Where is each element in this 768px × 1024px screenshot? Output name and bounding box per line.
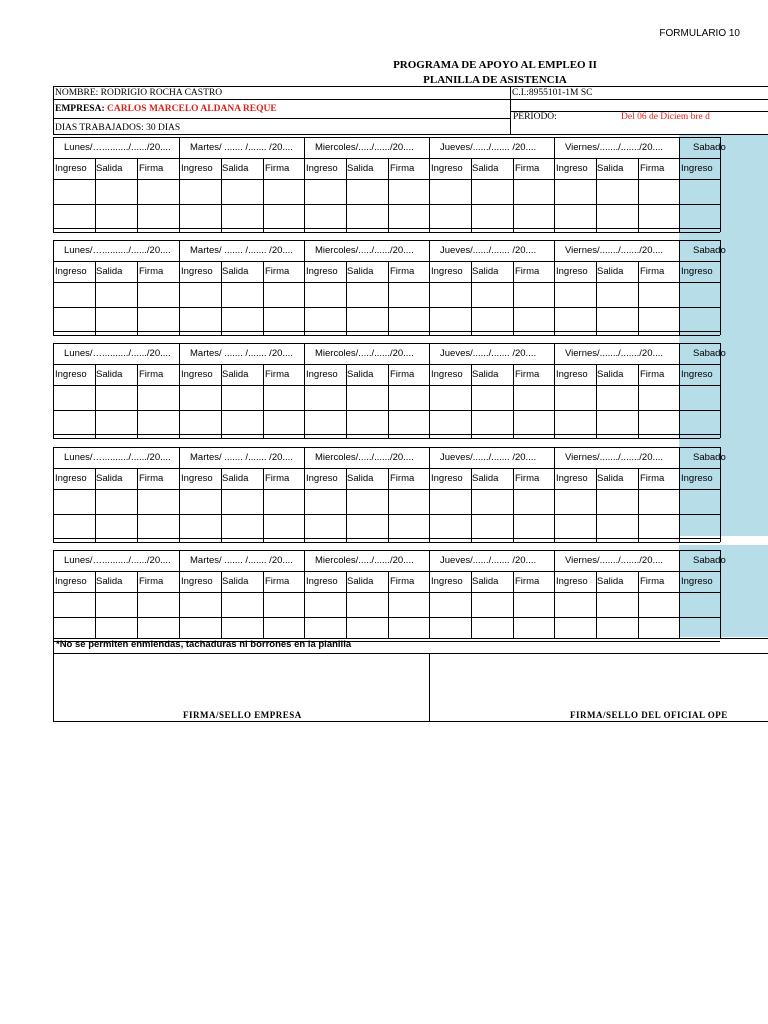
col-salida: Salida (222, 266, 249, 277)
day-label: Miercoles/...../....../20.... (315, 245, 414, 256)
day-label: Martes/ ....... /....... /20.... (190, 245, 293, 256)
no-corrections-note: *No se permiten enmiendas, tachaduras ni borrones en la planilla (56, 639, 352, 650)
column-border (263, 364, 264, 438)
header-left-border (53, 86, 54, 134)
col-salida: Salida (472, 369, 499, 380)
day-label: Jueves/....../....... /20.... (440, 245, 537, 256)
day-border (554, 240, 555, 335)
col-firma: Firma (515, 369, 540, 380)
col-ingreso: Ingreso (556, 473, 588, 484)
company-field (55, 104, 277, 114)
day-border (554, 447, 555, 542)
day-border (179, 447, 180, 542)
week-bottom-line (53, 542, 720, 543)
day-label: Viernes/......./......./20.... (565, 142, 664, 153)
column-border (638, 158, 639, 232)
column-header-line (53, 261, 720, 262)
column-border (513, 571, 514, 638)
column-border (638, 261, 639, 335)
col-firma: Firma (390, 163, 415, 174)
col-ingreso: Ingreso (306, 266, 338, 277)
col-salida: Salida (96, 576, 123, 587)
day-border (679, 343, 680, 438)
row-line (53, 331, 720, 332)
column-border (513, 158, 514, 232)
col-salida: Salida (347, 473, 374, 484)
day-label: Martes/ ....... /....... /20.... (190, 452, 293, 463)
col-firma: Firma (390, 576, 415, 587)
day-border (429, 343, 430, 438)
col-salida: Salida (222, 473, 249, 484)
col-salida: Salida (222, 163, 249, 174)
day-border (304, 137, 305, 232)
col-firma: Firma (640, 576, 665, 587)
column-border (137, 261, 138, 335)
col-ingreso: Ingreso (55, 163, 87, 174)
col-ingreso: Ingreso (431, 266, 463, 277)
header-divider (510, 86, 511, 134)
col-ingreso: Ingreso (681, 369, 713, 380)
column-header-line (53, 364, 720, 365)
col-salida: Salida (96, 473, 123, 484)
name-field (55, 88, 222, 98)
col-ingreso: Ingreso (181, 266, 213, 277)
row-line (53, 592, 720, 593)
day-label: Lunes/…........../....../20.... (64, 245, 171, 256)
day-border (53, 343, 54, 438)
day-border (53, 447, 54, 542)
col-salida: Salida (96, 163, 123, 174)
day-border (53, 137, 54, 232)
program-title: PROGRAMA DE APOYO AL EMPLEO II (393, 59, 597, 71)
name-label: NOMBRE: (55, 88, 99, 98)
col-salida: Salida (347, 369, 374, 380)
signature-bottom-line (53, 721, 768, 722)
col-firma: Firma (390, 369, 415, 380)
col-ingreso: Ingreso (556, 369, 588, 380)
column-border (388, 158, 389, 232)
day-label: Jueves/....../....... /20.... (440, 555, 537, 566)
day-label: Miercoles/...../....../20.... (315, 142, 414, 153)
day-border (679, 550, 680, 638)
row-line (53, 307, 720, 308)
ci-field: C.I.:8955101-1M SC (512, 88, 593, 98)
col-ingreso: Ingreso (306, 473, 338, 484)
day-label: Viernes/......./......./20.... (565, 245, 664, 256)
col-firma: Firma (515, 163, 540, 174)
col-firma: Firma (265, 163, 290, 174)
day-label: Lunes/…........../....../20.... (64, 348, 171, 359)
column-border (388, 571, 389, 638)
header-line (53, 118, 510, 119)
day-label: Martes/ ....... /....... /20.... (190, 555, 293, 566)
day-label: Viernes/......./......./20.... (565, 555, 664, 566)
days-worked: DIAS TRABAJADOS: 30 DIAS (55, 123, 181, 133)
day-border (179, 137, 180, 232)
col-ingreso: Ingreso (431, 576, 463, 587)
name-value: RODRIGIO ROCHA CASTRO (98, 88, 223, 98)
col-salida: Salida (597, 473, 624, 484)
col-firma: Firma (515, 266, 540, 277)
week-top-line (53, 447, 720, 448)
week-bottom-line (53, 438, 720, 439)
col-firma: Firma (265, 266, 290, 277)
column-header-line (53, 468, 720, 469)
col-firma: Firma (640, 266, 665, 277)
col-firma: Firma (139, 369, 164, 380)
col-salida: Salida (347, 576, 374, 587)
day-label: Sabado (693, 452, 726, 463)
column-border (263, 571, 264, 638)
week-bottom-line (53, 335, 720, 336)
col-ingreso: Ingreso (181, 576, 213, 587)
col-ingreso: Ingreso (181, 369, 213, 380)
col-firma: Firma (515, 576, 540, 587)
col-ingreso: Ingreso (431, 369, 463, 380)
col-ingreso: Ingreso (431, 473, 463, 484)
day-border (179, 240, 180, 335)
row-line (53, 410, 720, 411)
col-ingreso: Ingreso (55, 576, 87, 587)
day-label: Viernes/......./......./20.... (565, 348, 664, 359)
column-border (263, 158, 264, 232)
col-ingreso: Ingreso (181, 473, 213, 484)
row-line (53, 385, 720, 386)
day-border (554, 343, 555, 438)
day-border (679, 137, 680, 232)
col-ingreso: Ingreso (181, 163, 213, 174)
col-salida: Salida (222, 576, 249, 587)
day-label: Sabado (693, 245, 726, 256)
company-label: EMPRESA: (55, 104, 105, 114)
col-salida: Salida (347, 266, 374, 277)
col-ingreso: Ingreso (681, 163, 713, 174)
col-salida: Salida (472, 163, 499, 174)
col-ingreso: Ingreso (306, 369, 338, 380)
day-label: Jueves/....../....... /20.... (440, 348, 537, 359)
col-ingreso: Ingreso (556, 576, 588, 587)
day-label: Lunes/…........../....../20.... (64, 142, 171, 153)
week-top-line (53, 343, 720, 344)
col-firma: Firma (265, 369, 290, 380)
col-salida: Salida (597, 369, 624, 380)
week-top-line (53, 240, 720, 241)
day-label: Sabado (693, 348, 726, 359)
col-salida: Salida (96, 266, 123, 277)
col-ingreso: Ingreso (55, 473, 87, 484)
col-firma: Firma (139, 576, 164, 587)
column-border (137, 364, 138, 438)
day-border (679, 240, 680, 335)
week-bottom-line (53, 232, 720, 233)
header-bottom-line (53, 134, 768, 135)
day-border (304, 550, 305, 638)
day-border (429, 137, 430, 232)
day-border (179, 343, 180, 438)
col-ingreso: Ingreso (55, 266, 87, 277)
column-border (137, 468, 138, 542)
col-firma: Firma (139, 163, 164, 174)
day-border (304, 447, 305, 542)
col-ingreso: Ingreso (306, 576, 338, 587)
col-ingreso: Ingreso (681, 266, 713, 277)
day-label: Lunes/…........../....../20.... (64, 555, 171, 566)
col-firma: Firma (640, 473, 665, 484)
col-ingreso: Ingreso (681, 473, 713, 484)
col-salida: Salida (96, 369, 123, 380)
period-label: PERIODO: (513, 112, 557, 122)
column-border (513, 468, 514, 542)
signature-divider (429, 653, 430, 721)
column-border (137, 571, 138, 638)
column-border (638, 468, 639, 542)
day-label: Sabado (693, 555, 726, 566)
company-value: CARLOS MARCELO ALDANA REQUE (104, 104, 277, 114)
company-signature-label: FIRMA/SELLO EMPRESA (183, 710, 302, 720)
column-border (513, 261, 514, 335)
row-line (53, 617, 720, 618)
officer-signature-label: FIRMA/SELLO DEL OFICIAL OPE (570, 710, 728, 720)
column-border (388, 364, 389, 438)
form-number: FORMULARIO 10 (659, 28, 740, 39)
row-line (53, 282, 720, 283)
col-firma: Firma (390, 473, 415, 484)
day-label: Miercoles/...../....../20.... (315, 555, 414, 566)
signature-left-border (53, 638, 54, 721)
column-border (638, 571, 639, 638)
row-line (53, 489, 720, 490)
day-border (429, 447, 430, 542)
row-line (53, 204, 720, 205)
col-salida: Salida (597, 266, 624, 277)
col-ingreso: Ingreso (55, 369, 87, 380)
day-border (554, 550, 555, 638)
column-border (137, 158, 138, 232)
column-border (388, 261, 389, 335)
day-border (53, 240, 54, 335)
row-line (53, 514, 720, 515)
col-firma: Firma (139, 473, 164, 484)
column-border (638, 364, 639, 438)
day-border (679, 447, 680, 542)
column-header-line (53, 571, 720, 572)
day-label: Lunes/…........../....../20.... (64, 452, 171, 463)
row-line (53, 434, 720, 435)
header-line (53, 99, 768, 100)
row-line (53, 228, 720, 229)
col-salida: Salida (597, 163, 624, 174)
day-border (53, 550, 54, 638)
day-label: Miercoles/...../....../20.... (315, 452, 414, 463)
col-salida: Salida (472, 266, 499, 277)
day-border (554, 137, 555, 232)
day-label: Miercoles/...../....../20.... (315, 348, 414, 359)
column-header-line (53, 158, 720, 159)
col-ingreso: Ingreso (556, 163, 588, 174)
day-label: Sabado (693, 142, 726, 153)
day-border (179, 550, 180, 638)
col-salida: Salida (347, 163, 374, 174)
row-line (53, 179, 720, 180)
day-border (304, 343, 305, 438)
period-value: Del 06 de Diciem bre d (621, 112, 710, 122)
column-border (388, 468, 389, 542)
day-label: Jueves/....../....... /20.... (440, 452, 537, 463)
sheet-title: PLANILLA DE ASISTENCIA (423, 74, 567, 86)
col-salida: Salida (222, 369, 249, 380)
day-border (304, 240, 305, 335)
column-border (263, 468, 264, 542)
col-firma: Firma (139, 266, 164, 277)
day-label: Martes/ ....... /....... /20.... (190, 142, 293, 153)
week-top-line (53, 550, 720, 551)
col-firma: Firma (390, 266, 415, 277)
day-border (429, 240, 430, 335)
col-ingreso: Ingreso (306, 163, 338, 174)
col-salida: Salida (597, 576, 624, 587)
col-ingreso: Ingreso (681, 576, 713, 587)
col-salida: Salida (472, 576, 499, 587)
col-firma: Firma (640, 369, 665, 380)
week-top-line (53, 137, 720, 138)
col-salida: Salida (472, 473, 499, 484)
day-label: Martes/ ....... /....... /20.... (190, 348, 293, 359)
day-border (429, 550, 430, 638)
header-top-line (53, 86, 768, 87)
row-line (53, 538, 720, 539)
col-firma: Firma (640, 163, 665, 174)
day-label: Viernes/......./......./20.... (565, 452, 664, 463)
column-border (513, 364, 514, 438)
signature-top-line (53, 653, 768, 654)
col-firma: Firma (265, 576, 290, 587)
day-label: Jueves/....../....... /20.... (440, 142, 537, 153)
col-ingreso: Ingreso (556, 266, 588, 277)
column-border (263, 261, 264, 335)
col-ingreso: Ingreso (431, 163, 463, 174)
col-firma: Firma (515, 473, 540, 484)
col-firma: Firma (265, 473, 290, 484)
